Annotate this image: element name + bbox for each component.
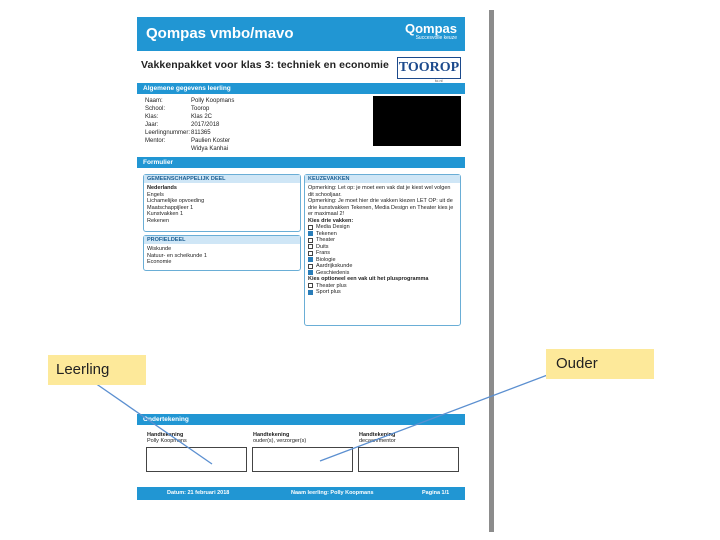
common-subject-item: Engels (147, 191, 164, 198)
common-subject-item: Kunstvakken 1 (147, 211, 184, 217)
choice-option-label: Media Design (316, 224, 350, 230)
profile-subjects-title: PROFIELDEEL (144, 236, 300, 244)
common-subject-item: Maatschappijleer 1 (147, 204, 194, 211)
callout-leerling: Leerling (48, 355, 146, 385)
choice-option-label: Frans (316, 250, 331, 256)
student-info-value: 2017/2018 (191, 122, 220, 128)
plus-prompt: Kies optioneel een vak uit het plusprogramma (308, 276, 429, 282)
choice-option-label: Duits (316, 243, 329, 250)
signature-sub: ouder(s), verzorger(s) (253, 438, 307, 444)
profile-subject-item: Natuur- en scheikunde 1 (147, 252, 207, 259)
choice-subjects-title: KEUZEVAKKEN (305, 175, 460, 183)
student-info-value: 811365 (191, 130, 211, 136)
common-subject-item: Rekenen (147, 217, 170, 224)
section-header-form: Formulier (137, 157, 465, 168)
signature-sub: decaan/mentor (359, 438, 396, 444)
choice-option-label: Biologie (316, 256, 336, 263)
choice-option-label: Theater (316, 237, 335, 243)
student-info-key: School: (145, 106, 166, 112)
student-info-value: Toorop (191, 106, 210, 112)
choice-option-label: Theater plus (316, 282, 347, 289)
student-info-value: Klas 2C (191, 114, 213, 120)
section-header-general: Algemene gegevens leerling (137, 83, 465, 94)
student-info-value: Polly Koopmans (191, 98, 235, 104)
arrow-ouder (320, 368, 566, 461)
footer-date: Datum: 21 februari 2018 (167, 490, 230, 496)
logo-subtext: Succesvolle keuze (415, 35, 457, 41)
school-logo-sub: to.nl (435, 78, 443, 83)
student-info-key: Mentor: (145, 138, 166, 144)
choice-option-label: Tekenen (316, 230, 337, 237)
app-title: Qompas vmbo/mavo (146, 25, 294, 42)
student-info-value: Widya Kanhai (191, 146, 229, 152)
signature-title: Handtekening (147, 432, 184, 438)
common-subject-item: Lichamelijke opvoeding (147, 198, 205, 204)
page-title: Vakkenpakket voor klas 3: techniek en economie (141, 59, 389, 71)
student-info-value: Paulien Koster (191, 138, 231, 144)
callout-ouder: Ouder (546, 349, 654, 379)
signature-title: Handtekening (253, 432, 290, 438)
choice-note-1: Opmerking: Let op: je moet een vak dat je kiest wel volgen dit schooljaar. (308, 185, 451, 198)
logo-text: Qompas (404, 21, 457, 36)
profile-subject-item: Economie (147, 259, 172, 265)
section-header-signature: Ondertekening (137, 414, 465, 425)
choice-option-label: Geschiedenis (316, 269, 350, 276)
signature-title: Handtekening (359, 432, 396, 438)
choice-prompt: Kies drie vakken: (308, 217, 354, 224)
profile-subject-item: Wiskunde (147, 246, 172, 252)
choice-note-2: Opmerking: Je moet hier drie vakken kiezen LET OP: uit de drie kunstvakken Tekenen, Media Design en Theater kies je er maximaal 2! (308, 198, 454, 217)
student-info-key: Klas: (145, 114, 159, 120)
student-info-key: Leerlingnummer: (145, 130, 191, 136)
student-info-key: Jaar: (145, 122, 159, 128)
choice-option-label: Sport plus (316, 289, 341, 295)
arrow-leerling (95, 383, 212, 464)
school-logo: TOOROP (397, 57, 461, 79)
common-subjects-title: GEMEENSCHAPPELIJK DEEL (144, 175, 300, 183)
common-subjects-label: Nederlands (147, 185, 177, 191)
footer-name: Naam leerling: Polly Koopmans (291, 490, 374, 496)
footer-page: Pagina 1/1 (422, 490, 450, 496)
choice-option-label: Aardrijkskunde (316, 263, 353, 269)
signature-sub: Polly Koopmans (147, 438, 187, 444)
student-info-key: Naam: (145, 98, 163, 104)
